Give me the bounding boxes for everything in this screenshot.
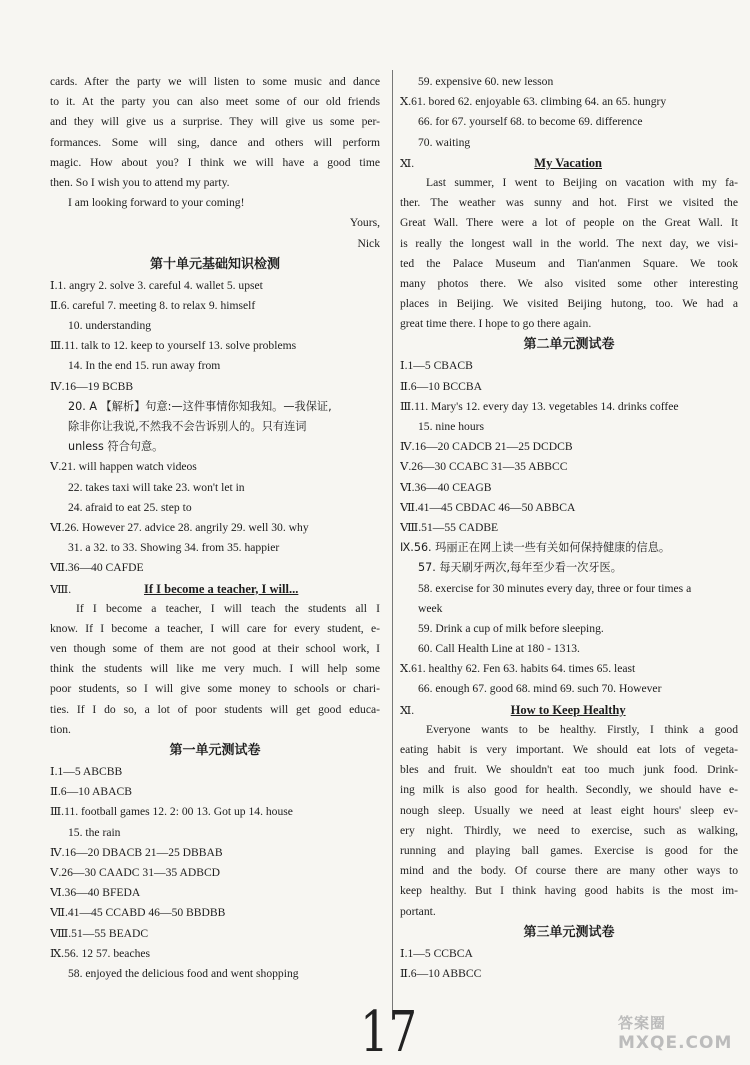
text-line: 22. takes taxi will take 23. won't let in xyxy=(68,480,245,494)
text-line: 58. exercise for 30 minutes every day, three or four times a xyxy=(418,581,692,595)
text-line: If I become a teacher, I will teach the students all I xyxy=(76,601,380,615)
text-line: Ⅳ.16—20 CADCB 21—25 DCDCB xyxy=(400,440,573,454)
watermark-line2: MXQE.COM xyxy=(618,1033,733,1053)
text-line: 14. In the end 15. run away from xyxy=(68,359,221,373)
text-line: ted the Palace Museum and Tian'anmen Square. We took xyxy=(400,256,738,270)
text-line: 15. nine hours xyxy=(418,420,485,433)
text-line: magic. How about you? I think we will have a good time xyxy=(50,155,380,169)
text-line: Ⅴ.26—30 CCABC 31—35 ABBCC xyxy=(400,460,568,474)
text-line: to it. At the party you can also meet some of our old friends xyxy=(50,95,380,109)
text-line: Nick xyxy=(357,236,380,250)
essay-title-row xyxy=(400,700,738,720)
text-line: 57. 每天刷牙两次,每年至少看一次牙医。 xyxy=(418,561,622,575)
text-line: Ⅷ.51—55 BEADC xyxy=(50,926,149,940)
text-line: places in Beijing. We visited Beijing hutong, too. We had a xyxy=(400,297,738,311)
section-heading: 第三单元测试卷 xyxy=(523,924,615,940)
section-heading: 第二单元测试卷 xyxy=(523,337,615,353)
text-line: Ⅵ.26. However 27. advice 28. angrily 29. well 30. why xyxy=(50,520,309,534)
text-line: running and playing ball games. Exercise is good for the xyxy=(400,843,738,857)
essay-title-text: If I become a teacher, I will... xyxy=(143,581,299,596)
text-line: I am looking forward to your coming! xyxy=(68,196,245,210)
text-line: nough sleep. Usually we need at least eight hours' sleep ev- xyxy=(400,803,738,817)
text-line: many photos there. We also visited some other interesting xyxy=(400,276,738,290)
section-heading: 第十单元基础知识检测 xyxy=(149,256,280,272)
text-line: ery night. Thirdly, we need to exercise, such as walking, xyxy=(400,823,738,837)
text-line: 15. the rain xyxy=(68,825,121,839)
page-number: 17 xyxy=(360,1000,418,1065)
text-line: eating habit is very important. We should eat lots of vegeta- xyxy=(400,743,738,756)
text-line: Everyone wants to be healthy. Firstly, I think a good xyxy=(426,722,738,736)
section-heading: 第一单元测试卷 xyxy=(169,743,261,758)
text-line: bles and fruit. We shouldn't eat too much junk food. Drink- xyxy=(400,763,738,777)
text-line: Ⅱ.6—10 ABACB xyxy=(50,785,132,799)
text-line: and they will give us a surprise. They will give us some per- xyxy=(50,115,380,129)
text-line: Ⅱ.6. careful 7. meeting 8. to relax 9. himself xyxy=(50,298,256,312)
text-line: ther. The weather was sunny and hot. First we visited the xyxy=(400,196,738,210)
question-number: Ⅷ. xyxy=(50,582,72,596)
text-line: formances. Some will sing, dance and others will perform xyxy=(50,135,380,149)
text-line: Ⅹ.61. bored 62. enjoyable 63. climbing 64. an 65. hungry xyxy=(400,95,667,109)
text-line: 59. expensive 60. new lesson xyxy=(418,75,554,88)
right-column xyxy=(400,72,738,984)
text-line: ties. If I do so, a lot of poor students will get good educa- xyxy=(50,702,380,716)
text-line: Ⅲ.11. Mary's 12. every day 13. vegetables 14. drinks coffee xyxy=(400,399,679,413)
watermark-logo xyxy=(618,1012,746,1060)
text-line: Ⅶ.41—45 CBDAC 46—50 ABBCA xyxy=(400,500,576,514)
essay-title-row xyxy=(50,579,380,599)
essay-title xyxy=(414,700,722,720)
text-line: Ⅳ.16—20 DBACB 21—25 DBBAB xyxy=(50,845,223,859)
text-line: 66. enough 67. good 68. mind 69. such 70. However xyxy=(418,682,662,696)
watermark-line1: 答案圈 xyxy=(618,1014,667,1032)
column-divider xyxy=(392,70,393,1020)
text-line: Ⅶ.41—45 CCABD 46—50 BBDBB xyxy=(50,906,226,920)
text-line: 10. understanding xyxy=(68,319,152,333)
text-line: Ⅵ.36—40 BFEDA xyxy=(50,886,141,900)
text-line: 20. A 【解析】句意:—这件事情你知我知。—我保证, xyxy=(68,399,332,413)
text-line: 60. Call Health Line at 180 - 1313. xyxy=(418,642,580,656)
text-line: 66. for 67. yourself 68. to become 69. difference xyxy=(418,115,643,129)
text-line: great time there. I hope to go there again. xyxy=(400,317,592,331)
text-line: 58. enjoyed the delicious food and went shopping xyxy=(68,966,299,980)
text-line: Ⅴ.21. will happen watch videos xyxy=(50,460,197,474)
text-line: 59. Drink a cup of milk before sleeping. xyxy=(418,621,604,635)
text-line: is really the longest wall in the world. The next day, we visi- xyxy=(400,236,738,250)
text-line: 70. waiting xyxy=(418,135,471,149)
text-line: Ⅰ.1. angry 2. solve 3. careful 4. wallet 5. upset xyxy=(50,278,263,292)
text-line: ven though some of them are not good at their school work, I xyxy=(50,642,380,656)
essay-title xyxy=(71,579,371,599)
text-line: 31. a 32. to 33. Showing 34. from 35. happier xyxy=(68,541,280,555)
text-line: know. If I become a teacher, I will care for every student, e- xyxy=(50,621,380,635)
text-line: tion. xyxy=(50,722,71,736)
text-line: 除非你让我说,不然我不会告诉别人的。只有连词 xyxy=(68,420,307,433)
essay-title-text: How to Keep Healthy xyxy=(510,702,626,717)
text-line: Ⅴ.26—30 CAADC 31—35 ADBCD xyxy=(50,865,221,879)
text-line: think the students will like me very much. I will help some xyxy=(50,662,380,676)
text-line: ing milk is also good for health. Secondly, we should have e- xyxy=(400,783,738,797)
essay-title xyxy=(414,153,722,173)
text-line: portant. xyxy=(400,904,436,918)
text-line: Ⅸ.56. 12 57. beaches xyxy=(50,946,151,960)
text-line: Ⅲ.11. talk to 12. keep to yourself 13. solve problems xyxy=(50,339,297,353)
text-line: poor students, so I will give some money to schools or chari- xyxy=(50,682,380,696)
text-line: Ⅵ.36—40 CEAGB xyxy=(400,480,492,494)
text-line: Great Wall. There were a lot of people on the Great Wall. It xyxy=(400,216,738,230)
text-line: mind and the body. Of course there are many other ways to xyxy=(400,864,738,878)
text-line: Ⅳ.16—19 BCBB xyxy=(50,379,134,393)
text-line: keep healthy. But I think having good habits is the most im- xyxy=(400,884,738,898)
text-line: Ⅰ.1—5 CCBCA xyxy=(400,946,473,960)
question-number: Ⅺ. xyxy=(400,156,415,170)
text-line: Ⅱ.6—10 ABBCC xyxy=(400,966,482,980)
text-line: Ⅱ.6—10 BCCBA xyxy=(400,379,482,393)
text-line: Ⅲ.11. football games 12. 2: 00 13. Got up 14. house xyxy=(50,805,293,819)
question-number: Ⅺ. xyxy=(400,703,415,717)
text-line: Last summer, I went to Beijing on vacation with my fa- xyxy=(426,175,738,189)
text-line: Ⅰ.1—5 ABCBB xyxy=(50,765,123,778)
essay-title-row xyxy=(400,153,738,173)
essay-title-text: My Vacation xyxy=(534,155,602,170)
text-line: Yours, xyxy=(349,216,380,230)
text-line: cards. After the party we will listen to some music and dance xyxy=(50,75,380,88)
text-line: Ⅸ.56. 玛丽正在网上读一些有关如何保持健康的信息。 xyxy=(400,541,671,555)
text-line: Ⅹ.61. healthy 62. Fen 63. habits 64. times 65. least xyxy=(400,662,636,676)
text-line: unless 符合句意。 xyxy=(68,440,164,454)
text-line: then. So I wish you to attend my party. xyxy=(50,175,230,189)
text-line: week xyxy=(418,601,443,615)
text-line: Ⅷ.51—55 CADBE xyxy=(400,520,499,534)
left-column xyxy=(50,72,380,984)
text-line: Ⅰ.1—5 CBACB xyxy=(400,359,473,373)
text-line: Ⅶ.36—40 CAFDE xyxy=(50,561,144,575)
text-line: 24. afraid to eat 25. step to xyxy=(68,500,192,514)
